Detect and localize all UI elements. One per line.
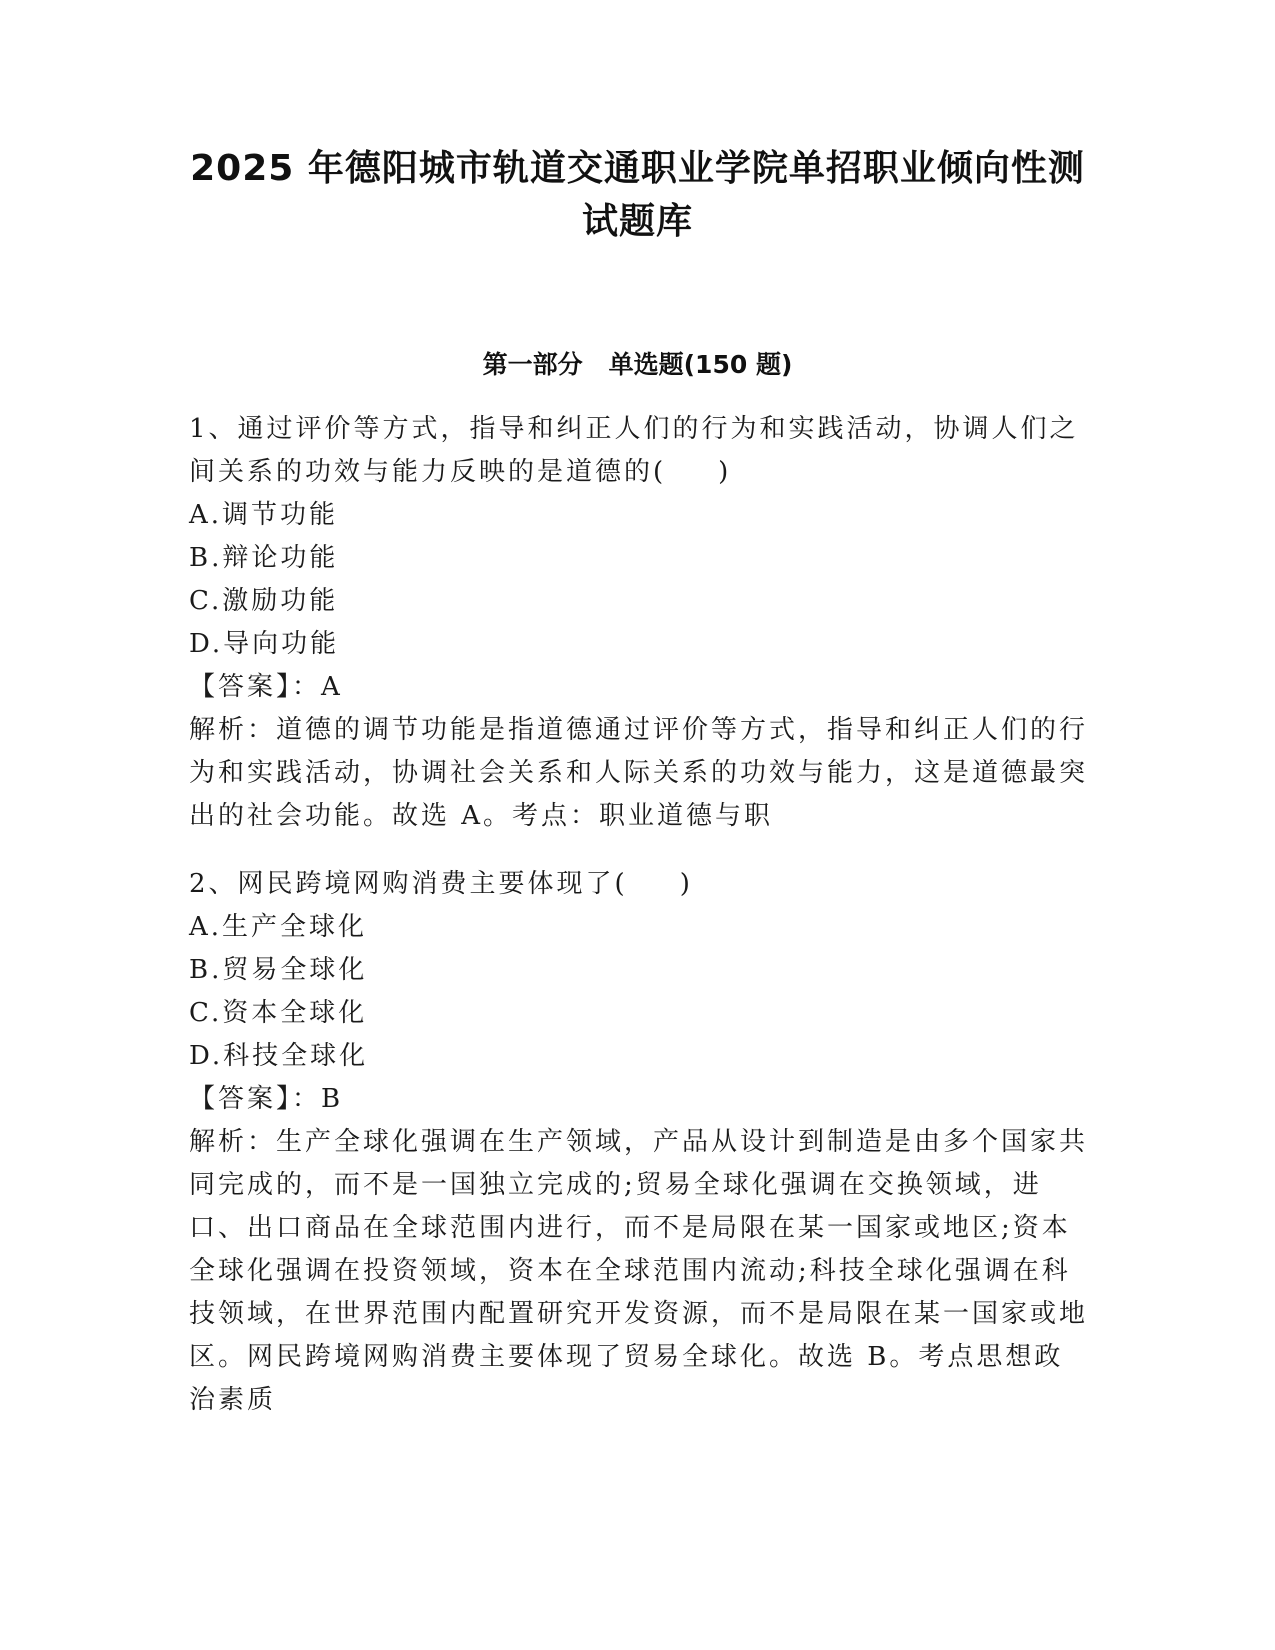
option-c: C.激励功能 — [189, 586, 339, 616]
section-heading — [150, 348, 1125, 382]
analysis-text: 解析：生产全球化强调在生产领域，产品从设计到制造是由多个国家共同完成的，而不是一国独立完成的;贸易全球化强调在交换领域，进口、出口商品在全球范围内进行，而不是局限在某一国家或地区;资本全球化强调在投资领域，资本在全球范围内流动;科技全球化强调在科技领域，在世界范围内配置研究开发资源，而不是局限在某一国家或地区。网民跨境网购消费主要体现了贸易全球化。故选 B。考点思想政治素质 — [189, 1127, 1089, 1415]
option-a: A.调节功能 — [189, 500, 339, 530]
option-b: B.辩论功能 — [189, 543, 339, 573]
answer-line: 【答案】：B — [189, 1084, 344, 1114]
analysis-text: 解析：道德的调节功能是指道德通过评价等方式，指导和纠正人们的行为和实践活动，协调社会关系和人际关系的功效与能力，这是道德最突出的社会功能。故选 A。考点：职业道德与职 — [189, 715, 1089, 831]
option-c: C.资本全球化 — [189, 998, 368, 1028]
document-title-line-2: 试题库 — [581, 201, 693, 242]
question-stem: 2、网民跨境网购消费主要体现了( ) — [189, 869, 693, 899]
section-part-label: 第一部分 — [482, 350, 583, 379]
answer-line: 【答案】：A — [189, 672, 343, 702]
document-title — [150, 142, 1125, 248]
question-stem: 1、通过评价等方式，指导和纠正人们的行为和实践活动，协调人们之间关系的功效与能力反映的是道德的( ) — [189, 414, 1079, 487]
document-title-line-1: 2025 年德阳城市轨道交通职业学院单招职业倾向性测 — [190, 148, 1085, 189]
section-name-label: 单选题(150 题) — [608, 350, 793, 379]
question-2 — [189, 863, 1089, 1422]
question-1 — [189, 408, 1089, 838]
option-b: B.贸易全球化 — [189, 955, 368, 985]
option-d: D.科技全球化 — [189, 1041, 369, 1071]
option-a: A.生产全球化 — [189, 912, 368, 942]
option-d: D.导向功能 — [189, 629, 340, 659]
